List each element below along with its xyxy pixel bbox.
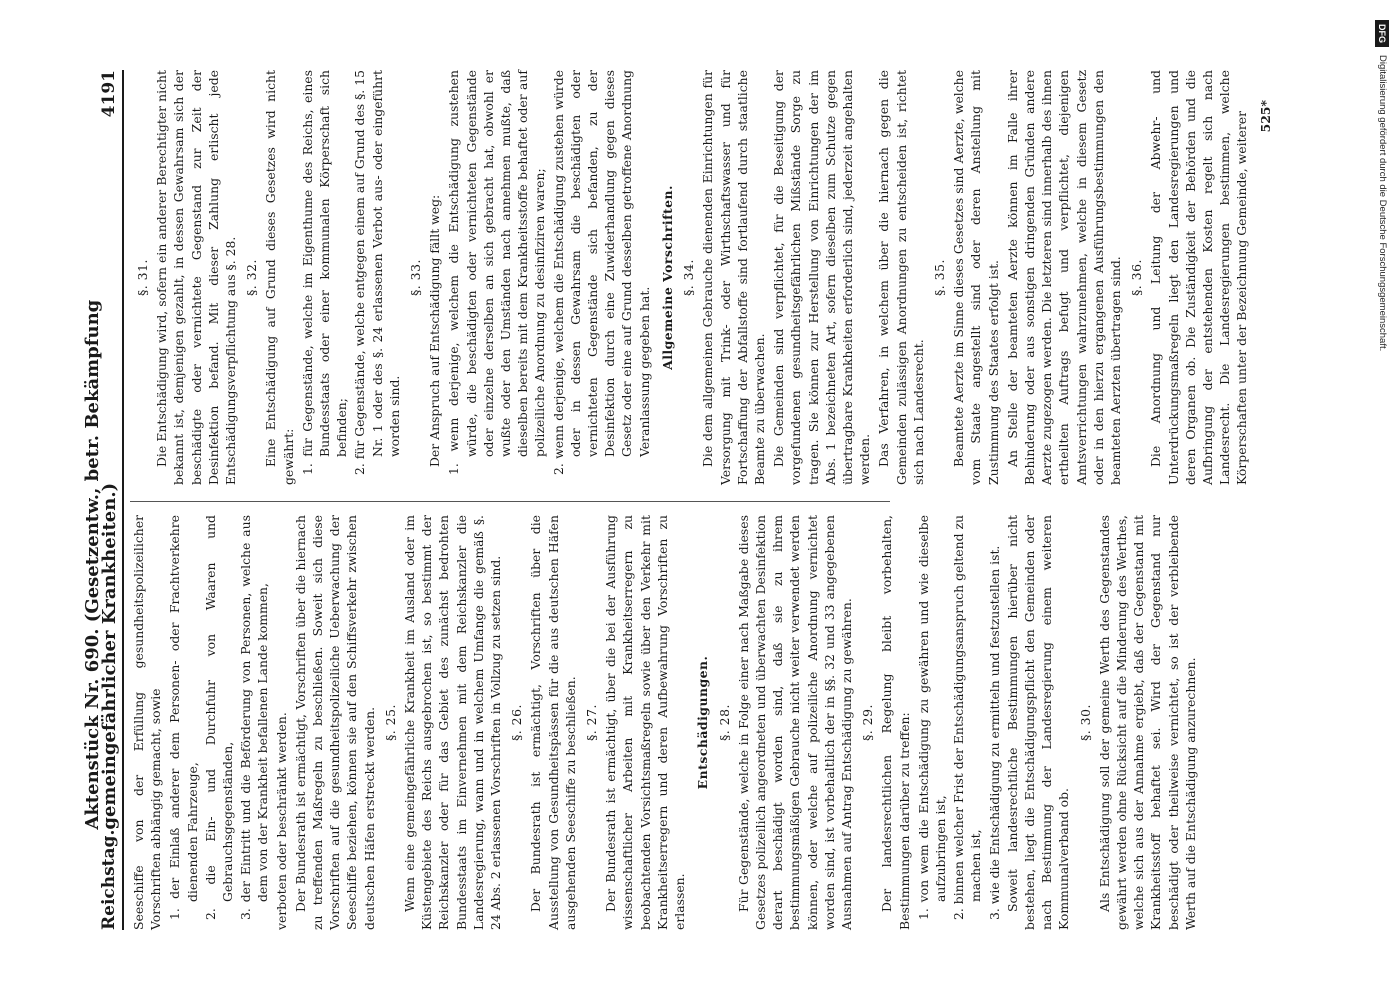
section-number: §. 28. — [716, 704, 732, 741]
right-column — [130, 70, 1273, 485]
paragraph: Beamtete Aerzte im Sinne dieses Gesetzes sind Aerzte, welche vom Staate angestellt sind oder deren Anstellung mit Zustimmung des Staates erfolgt ist. — [951, 70, 1001, 485]
list-item: 2. die Ein- und Durchfuhr von Waaren und Gebrauchsgegenständen, — [202, 515, 236, 920]
paragraph: Für Gegenstände, welche in Folge einer nach Maßgabe dieses Gesetzes polizeilich angeordneten und überwachten Desinfektion derart beschädigt worden sind, daß sie zu ihrem bestimmungsmäßigen Gebrauche nicht weiter verwendet werden können, oder welche auf polizeiliche Anordnung vernichtet worden sind, ist vorbehaltlich der in §§. 32 und 33 angegebenen Ausnahmen auf Antrag Entschädigung zu gewähren. — [735, 515, 854, 930]
list-item: 1. für Gegenstände, welche im Eigenthume des Reichs, eines Bundesstaats oder einer kommunalen Körperschaft sich befinden; — [299, 70, 350, 475]
column-divider — [130, 501, 890, 502]
list-item: 2. wenn derjenige, welchem die Entschädigung zustehen würde oder in dessen Gewahrsam die beschädigten oder vernichteten Gegenstände sich befanden, zu der Desinfektion durch eine Zuwiderhandlung gegen dieses Gesetz oder eine auf Grund desselben getroffene Anordnung Veranlassung gegeben hat. — [550, 70, 652, 475]
footer-text-wrap — [1372, 20, 1392, 980]
list-item: 3. wie die Entschädigung zu ermitteln und festzustellen ist. — [986, 545, 1002, 920]
page-header — [78, 70, 118, 930]
paragraph: Die Gemeinden sind verpflichtet, für die Beseitigung der vorgefundenen gesundheitsgefährlichen Mißstände Sorge zu tragen. Sie können zur Herstellung von Einrichtungen der im Abs. 1 bezeichneten Art, sofern dieselben zum Schutze gegen übertragbare Krankheiten erforderlich sind, jederzeit angehalten werden. — [771, 70, 873, 485]
paragraph: Soweit landesrechtliche Bestimmungen hierüber nicht bestehen, liegt die Entschädigungspflicht den Gemeinden oder nach Bestimmung der Landesregierung einem weiteren Kommunalverband ob. — [1004, 515, 1072, 930]
list-item: 2. binnen welcher Frist der Entschädigungsanspruch geltend zu machen ist, — [951, 515, 984, 920]
section-heading: Allgemeine Vorschriften. — [659, 185, 675, 370]
paragraph: Die Anordnung und Leitung der Abwehr- und Unterdrückungsmaßregeln liegt den Landesregierungen und deren Organen ob. Die Zuständigkeit der Behörden und die Aufbringung der entstehenden Kosten regelt sich nach Landesrecht. Die Landesregierungen bestimmen, welche Körperschaften unter der Bezeichnung Gemeinde, weiterer — [1148, 70, 1250, 485]
paragraph: Wenn eine gemeingefährliche Krankheit im Ausland oder im Küstengebiete des Reichs ausgebrochen ist, so bestimmt der Reichskanzler oder für das Gebiet des zunächst bedrohten Bundesstaats im Einvernehmen mit dem Reichskanzler die Landesregierung, wann und in welchem Umfange die gemäß §. 24 Abs. 2 erlassenen Vorschriften in Vollzug zu setzen sind. — [402, 515, 504, 930]
section-number: §. 33. — [408, 259, 424, 296]
paragraph: Eine Entschädigung auf Grund dieses Gesetzes wird nicht gewährt: — [263, 70, 296, 485]
section-number: §. 32. — [244, 259, 260, 296]
signature-mark: 525* — [1257, 100, 1273, 133]
list-item: 3. der Eintritt und die Beförderung von Personen, welche aus dem von der Krankheit befallenen Lande kommen, — [238, 515, 271, 920]
section-number: §. 35. — [931, 259, 947, 296]
list-item: 2. für Gegenstände, welche entgegen einem auf Grund des §. 15 Nr. 1 oder des §. 24 erlassenen Verbot aus- oder eingeführt worden sind. — [352, 70, 402, 475]
section-number: §. 31. — [135, 259, 150, 296]
left-column — [130, 515, 1198, 930]
paragraph: Der landesrechtlichen Regelung bleibt vorbehalten, Bestimmungen darüber zu treffen: — [879, 515, 912, 930]
paragraph: verboten oder beschränkt werden. — [273, 712, 289, 930]
list-item: 1. von wem die Entschädigung zu gewähren und wie dieselbe aufzubringen ist, — [915, 515, 948, 920]
paragraph: Als Entschädigung soll der gemeine Werth des Gegenstandes gewährt werden ohne Rücksicht auf die Minderung des Werthes, welche sich aus der Annahme ergiebt, daß der Gegenstand mit Krankheitsstoff behaftet sei. Wird der Gegenstand nur beschädigt oder theilweise vernichtet, so ist der verbleibende Werth auf die Entschädigung anzurechnen. — [1096, 515, 1198, 930]
paragraph: Der Bundesrath ist ermächtigt, Vorschriften über die hiernach zu treffenden Maßregeln zu beschließen. Soweit sich diese Vorschriften auf die gesundheitspolizeiliche Ueberwachung der Seeschiffe beziehen, können sie auf den Schiffsverkehr zwischen deutschen Häfen erstreckt werden. — [292, 515, 377, 930]
dfg-badge: DFG — [1375, 20, 1389, 47]
paragraph: An Stelle der beamteten Aerzte können im Falle ihrer Behinderung oder aus sonstigen dringenden Gründen andere Aerzte zugezogen werden. Die letzteren sind innerhalb des ihnen ertheilten Auftrags befugt und verpflichtet, diejenigen Amtsverrichtungen wahrzunehmen, welche in diesem Gesetz oder in den hierzu ergangenen Ausführungsbestimmungen den beamteten Aerzten übertragen sind. — [1004, 70, 1123, 485]
paragraph: Die dem allgemeinen Gebrauche dienenden Einrichtungen für Versorgung mit Trink- oder Wirthschaftswasser und für Fortschaffung der Abfallstoffe sind fortlaufend durch staatliche Beamte zu überwachen. — [700, 70, 767, 485]
footer-text: Digitalisierung gefördert durch die Deutsche Forschungsgemeinschaft. — [1377, 55, 1388, 352]
list-item: 1. der Einlaß anderer dem Personen- oder Frachtverkehre dienenden Fahrzeuge, — [167, 515, 200, 920]
paragraph: Der Bundesrath ist ermächtigt, über die bei der Ausführung wissenschaftlicher Arbeiten mit Krankheitserregern zu beobachtenden Vorsichtsmaßregeln sowie über den Verkehr mit Krankheitserregern und deren Aufbewahrung Vorschriften zu erlassen. — [603, 515, 688, 930]
list-item: 1. wenn derjenige, welchem die Entschädigung zustehen würde, die beschädigten oder vernichteten Gegenstände oder einzelne derselben an sich gebracht hat, obwohl er wußte oder den Umständen nach annehmen mußte, daß dieselben bereits mit dem Krankheitsstoffe behaftet oder auf polizeiliche Anordnung zu desinfiziren waren; — [446, 70, 548, 475]
header-rule — [122, 70, 124, 930]
page-number: 4191 — [98, 70, 119, 118]
paragraph: Die Entschädigung wird, sofern ein anderer Berechtigter nicht bekannt ist, demjenigen gezahlt, in dessen Gewahrsam sich der beschädigte oder vernichtete Gegenstand zur Zeit der Desinfektion befand. Mit dieser Zahlung erlischt jede Entschädigungsverpflichtung aus §. 28. — [154, 70, 239, 485]
rotated-page — [30, 70, 1340, 930]
digitization-footer — [1372, 20, 1392, 980]
paragraph: Das Verfahren, in welchem über die hiernach gegen die Gemeinden zulässigen Anordnungen zu entscheiden ist, richtet sich nach Landesrecht. — [876, 70, 926, 485]
section-number: §. 30. — [1077, 704, 1093, 741]
header-left: Reichstag. — [98, 829, 119, 930]
paragraph: Seeschiffe von der Erfüllung gesundheitspolizeilicher Vorschriften abhängig gemacht, sowie — [131, 515, 164, 930]
section-number: §. 34. — [681, 259, 697, 296]
section-number: §. 29. — [860, 704, 876, 741]
section-number: §. 27. — [584, 704, 600, 741]
paragraph: Der Anspruch auf Entschädigung fällt weg: — [427, 194, 443, 467]
section-heading: Entschädigungen. — [695, 655, 711, 790]
section-number: §. 25. — [382, 704, 398, 741]
section-number: §. 26. — [509, 704, 525, 741]
section-number: §. 36. — [1129, 259, 1145, 296]
header-title: Aktenstück Nr. 690. (Gesetzentw., betr. Bekämpfung gemeingefährlicher Krankheiten.) — [81, 299, 120, 830]
paragraph: Der Bundesrath ist ermächtigt, Vorschriften über die Ausstellung von Gesundheitspässen für die aus deutschen Häfen ausgehenden Seeschiffe zu beschließen. — [528, 515, 578, 930]
